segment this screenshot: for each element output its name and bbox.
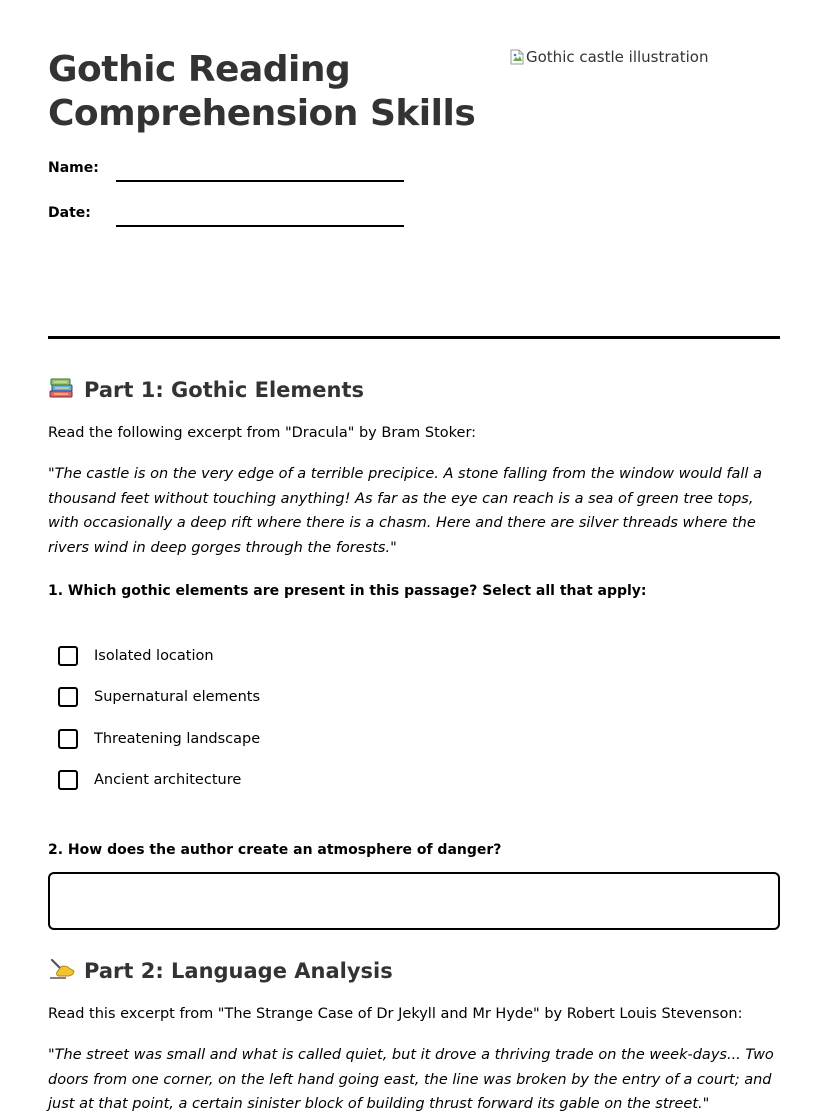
part2-intro: Read this excerpt from "The Strange Case of Dr Jekyll and Mr Hyde" by Robert Louis Stevenson: (48, 1006, 743, 1022)
checkbox[interactable] (58, 729, 78, 749)
question-1: 1. Which gothic elements are present in this passage? Select all that apply: (48, 583, 647, 599)
checkbox[interactable] (58, 646, 78, 666)
page-title: Gothic Reading Comprehension Skills (48, 49, 476, 134)
checkbox[interactable] (58, 687, 78, 707)
part1-heading-text: Part 1: Gothic Elements (84, 377, 365, 402)
books-icon (48, 375, 76, 404)
writing-hand-icon (48, 956, 76, 985)
part1-intro: Read the following excerpt from "Dracula" by Bram Stoker: (48, 425, 477, 441)
date-field (48, 205, 404, 221)
name-field (48, 160, 404, 176)
question-2: 2. How does the author create an atmosphere of danger? (48, 842, 502, 858)
part2-heading (48, 956, 393, 985)
answer-textarea[interactable] (48, 872, 780, 930)
option-label: Threatening landscape (94, 731, 261, 747)
option-ancient-architecture[interactable] (58, 770, 241, 790)
part1-excerpt: "The castle is on the very edge of a terrible precipice. A stone falling from the window would fall a thousand feet without touching anything! As far as the eye can reach is a sea of green tree tops, with occasionally a deep rift where there is a chasm. Here and there are silver threads where the rivers wind in deep gorges through the forests." (48, 466, 762, 556)
date-label: Date: (48, 205, 91, 221)
broken-image-icon (510, 49, 524, 65)
image-alt-text: Gothic castle illustration (526, 48, 709, 66)
option-supernatural-elements[interactable] (58, 687, 260, 707)
name-input-line[interactable] (116, 166, 404, 182)
option-label: Ancient architecture (94, 772, 242, 788)
part1-heading (48, 375, 364, 404)
name-label: Name: (48, 160, 99, 176)
option-threatening-landscape[interactable] (58, 729, 260, 749)
castle-illustration (510, 48, 708, 66)
option-label: Supernatural elements (94, 689, 261, 705)
checkbox[interactable] (58, 770, 78, 790)
part2-heading-text: Part 2: Language Analysis (84, 958, 393, 983)
date-input-line[interactable] (116, 211, 404, 227)
worksheet-page (48, 0, 780, 1118)
option-label: Isolated location (94, 648, 214, 664)
part2-excerpt: "The street was small and what is called quiet, but it drove a thriving trade on the week-days... Two doors from one corner, on the left hand going east, the line was broken by the entry of a court; and just at that point, a certain sinister block of building thrust forward its gable on the street." (48, 1047, 774, 1112)
section-divider (48, 336, 780, 339)
option-isolated-location[interactable] (58, 646, 214, 666)
